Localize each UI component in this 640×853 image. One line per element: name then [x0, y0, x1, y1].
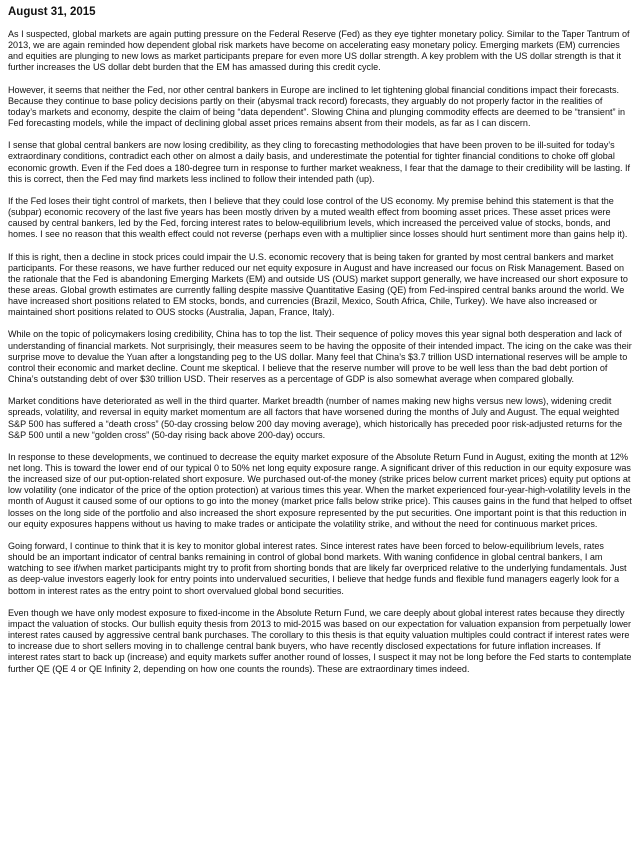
paragraph-10: Even though we have only modest exposure to fixed-income in the Absolute Return Fund, we care deeply about global interest rates because they directly impact the valuation of stocks. Our bullish equity thesis from 2013 to mid-2015 was based on our expectation for valuation expansion from perpetually lower interest rates caused by aggressive central bank purchases. The corollary to this thesis is that equity valuation multiples could contract if interest rates were to increase due to short sellers moving in to challenge central bank buyers, who have recently disclosed expectations for future inflation increases. If interest rates start to back up (increase) and equity markets suffer another round of losses, I suspect it may not be long before the Fed starts to contemplate further QE (QE 4 or QE Infinity 2, depending on how one counts the rounds). These are extraordinary times indeed. [8, 607, 632, 674]
paragraph-2: However, it seems that neither the Fed, nor other central bankers in Europe are inclined to let tightening global financial conditions impact their forecasts. Because they continue to base policy decisions partly on their (abysmal track record) forecasts, they arguably do not properly factor in the realities of today’s markets and economy, despite the claim of being “data dependent”. Slowing China and plunging commodity effects are deemed to be “transient” in Fed forecasting models, while the impact of declining global asset prices remains absent from their models, as far as I can discern. [8, 84, 626, 129]
paragraph-7: Market conditions have deteriorated as well in the third quarter. Market breadth (number of names making new highs versus new lows), widening credit spreads, volatility, and reversal in equity market momentum are all factors that have worsened during the months of July and August. The equal weighted S&P 500 has suffered a “death cross” (50-day crossing below 200 day moving average), which historically has preceded poor risk-adjusted returns for the S&P 500 until a new “golden cross” (50-day rising back above 200-day) occurs. [8, 396, 623, 440]
document-date: August 31, 2015 [8, 6, 96, 18]
paragraph-5: If this is right, then a decline in stock prices could impair the U.S. economic recovery that is being taken for granted by most central bankers and market participants. For these reasons, we have further reduced our net equity exposure in August and have increased our focus on Risk Management. Based on the rationale that the Fed is abandoning Emerging Markets (EM) and outside US (OUS) market support generally, we have increased our short exposure to these areas. Global growth estimates are currently falling despite massive Quantitative Easing (QE) from Fed-inspired central banks around the world. We have increased short positions related to EM stocks, bonds, and currencies (Brazil, Mexico, South Africa, Chile, Turkey). We have also increased or maintained short positions related to OUS stocks (Australia, Japan, France, Italy). [8, 251, 628, 318]
paragraph-6: While on the topic of policymakers losing credibility, China has to top the list. Their sequence of policy moves this year signal both desperation and lack of understanding of financial markets. Not surprisingly, their measures seem to be having the opposite of their intended impact. The icing on the cake was their surprise move to devalue the Yuan after a longstanding peg to the US dollar. Many feel that China’s $3.7 trillion USD international reserves will be ample to control their economic and market decline. Count me skeptical. I believe that the reserve number will prove to be well less than the bad debt portion of China’s outstanding debt of over $30 trillion USD. Their reserves as a percentage of GDP is also somewhat average when compared globally. [8, 329, 632, 385]
paragraph-9: Going forward, I continue to think that it is key to monitor global interest rates. Since interest rates have been forced to below-equilibrium levels, rates should be an important indicator of central banks remaining in control of global bond markets. With waning confidence in global central bankers, I am watching to see if/when market participants might try to profit from shorting bonds that are likely far overpriced relative to the underlying fundamentals. Just as deep-value investors eagerly look for entry points into undervalued securities, I believe that hedge funds and flexible fund managers eagerly look for a bottom in interest rates as the entry point to short overvalued global bond securities. [8, 540, 627, 596]
paragraph-3: I sense that global central bankers are now losing credibility, as they cling to forecasting methodologies that have been proven to be ill-suited for today’s extraordinary conditions, contradict each other on almost a daily basis, and underestimate the potential for tighter financial conditions to choke off global economic growth. Even if the Fed does a 180-degree turn in response to further market weakness, I fear that the damage to their credibility will be lasting. If this is correct, then the Fed may find markets less inclined to follow their intended path (up). [8, 140, 631, 184]
paragraph-1: As I suspected, global markets are again putting pressure on the Federal Reserve (Fed) as they eye tighter monetary policy. Similar to the Taper Tantrum of 2013, we are again reminded how dependent global risk markets have become on accelerating easy monetary policy. Emerging markets (EM) currencies and equities are plunging to new lows as market participants prepare for even more US dollar strength. A key problem with the US dollar strength is that it further increases the US dollar debt burden that the EM has amassed during this credit cycle. [8, 29, 630, 73]
paragraph-4: If the Fed loses their tight control of markets, then I believe that they could lose control of the US economy. My premise behind this statement is that the (subpar) economic recovery of the last five years has been mostly driven by a muted wealth effect from booming asset prices. These asset prices were caused by central bankers, led by the Fed, forcing interest rates to below-equilibrium levels, which increased the perceived value of stocks, bonds, and homes. I see no reason that this wealth effect could not reverse (perhaps even with a multiplier since losses should hurt sentiment more than gains help it). [8, 195, 628, 240]
paragraph-8: In response to these developments, we continued to decrease the equity market exposure of the Absolute Return Fund in August, exiting the month at 12% net long. This is toward the lower end of our typical 0 to 50% net long equity exposure range. A significant driver of this reduction in our equity exposure was the increased size of our put-option-related short exposure. We purchased out-of-the money (strike prices below current market prices) equity put options at low volatility (one indicator of the price of the option protection) at various times this year. When the market experienced four-year-high-volatility levels in the month of August it caused some of our options to go into the money (market price falls below strike price). This causes gains in the fund that helped to offset losses on the long side of the portfolio and also increased the short exposure represented by the put securities. One important point is that this reduction in our equity exposures happens without us having to make trades or anticipate the volatility strike, and without the need for continuous market prices. [8, 451, 632, 529]
